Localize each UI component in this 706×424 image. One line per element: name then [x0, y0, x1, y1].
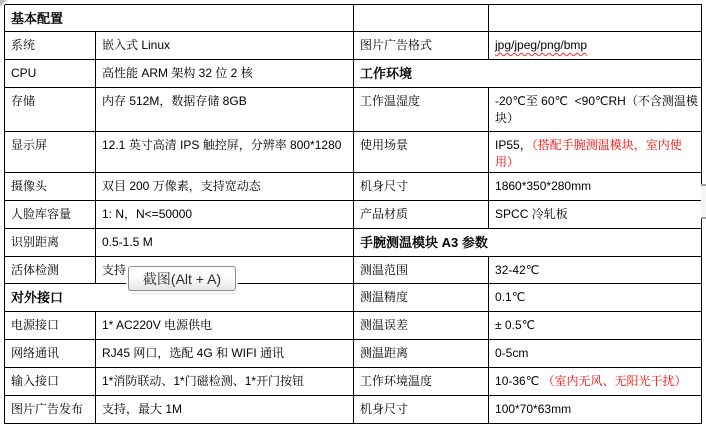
spec-value-cell	[489, 132, 702, 173]
spec-label-cell: CPU	[5, 60, 96, 88]
spec-label-cell: 输入接口	[5, 368, 96, 396]
table-row	[5, 88, 702, 132]
table-row	[5, 132, 702, 173]
spec-value-cell: 支持	[96, 257, 354, 284]
spec-label-cell: 识别距离	[5, 229, 96, 257]
spec-label-cell: 电源接口	[5, 312, 96, 340]
spec-value-cell: 1*消防联动、1*门磁检测、1*开门按钮	[96, 368, 354, 396]
table-row	[5, 201, 702, 229]
table-row	[5, 229, 702, 257]
table-row	[5, 32, 702, 60]
spec-value-cell: 1: N，N<=50000	[96, 201, 354, 229]
screenshot-tooltip-button[interactable]	[128, 266, 236, 291]
spec-label-cell: 测温距离	[354, 340, 489, 368]
spec-value-part: IP55，	[495, 138, 532, 152]
spec-value-cell: 1* AC220V 电源供电	[96, 312, 354, 340]
spec-value-cell: 1860*350*280mm	[489, 173, 702, 201]
section-header-cell: 工作环境	[354, 60, 702, 88]
spec-value-cell: 支持，最大 1M	[96, 396, 354, 424]
spec-value-cell: 高性能 ARM 架构 32 位 2 核	[96, 60, 354, 88]
spec-value-cell: 12.1 英寸高清 IPS 触控屏，分辨率 800*1280	[96, 132, 354, 173]
corner-artifact	[0, 0, 9, 9]
spec-label-cell: 图片广告格式	[354, 32, 489, 60]
scrollbar-fragment[interactable]	[701, 184, 706, 219]
spec-label-cell: 机身尺寸	[354, 396, 489, 424]
spec-value-part: （搭配手腕测温模块，室内使用）	[495, 138, 682, 169]
screenshot-tooltip-label: 截图(Alt + A)	[142, 270, 222, 287]
spec-value-cell: ± 0.5℃	[489, 312, 702, 340]
table-row	[5, 284, 702, 312]
spec-label-cell: 产品材质	[354, 201, 489, 229]
spec-label-cell: 活体检测	[5, 257, 96, 284]
spec-label-cell: 工作环境温度	[354, 368, 489, 396]
spec-value-cell: jpg/jpeg/png/bmp	[489, 32, 702, 60]
spec-label-cell: 测温误差	[354, 312, 489, 340]
section-header-cell: 手腕测温模块 A3 参数	[354, 229, 702, 257]
spec-label-cell: 机身尺寸	[354, 173, 489, 201]
spec-value-part: 10-36℃	[495, 374, 543, 388]
spec-label-cell: 测温范围	[354, 257, 489, 284]
spec-value-cell: 0-5cm	[489, 340, 702, 368]
spec-value-part: （室内无风、无阳光干扰）	[542, 374, 687, 388]
spec-value-cell: -20℃至 60℃ <90℃RH（不含测温模块）	[489, 88, 702, 132]
spec-value-cell: SPCC 冷轧板	[489, 201, 702, 229]
spec-value-cell: 0.5-1.5 M	[96, 229, 354, 257]
spec-value-cell: 内存 512M，数据存储 8GB	[96, 88, 354, 132]
empty-cell	[354, 5, 489, 32]
table-row	[5, 5, 702, 32]
spec-label-cell: 存储	[5, 88, 96, 132]
spec-label-cell: 工作温湿度	[354, 88, 489, 132]
spec-value-cell: 0.1℃	[489, 284, 702, 312]
table-row	[5, 368, 702, 396]
spec-table	[4, 4, 702, 424]
spec-label-cell: 使用场景	[354, 132, 489, 173]
spec-label-cell: 系统	[5, 32, 96, 60]
section-header-cell: 对外接口	[5, 284, 354, 312]
spec-label-cell: 显示屏	[5, 132, 96, 173]
spec-label-cell: 图片广告发布	[5, 396, 96, 424]
spec-label-cell: 人脸库容量	[5, 201, 96, 229]
table-row	[5, 340, 702, 368]
spec-label-cell: 网络通讯	[5, 340, 96, 368]
spec-value-cell: 双目 200 万像素，支持宽动态	[96, 173, 354, 201]
spec-table-body	[5, 5, 702, 424]
section-header-cell: 基本配置	[5, 5, 354, 32]
table-row	[5, 396, 702, 424]
table-row	[5, 257, 702, 284]
table-row	[5, 173, 702, 201]
spec-value-cell: 嵌入式 Linux	[96, 32, 354, 60]
empty-cell	[489, 5, 702, 32]
spec-label-cell: 摄像头	[5, 173, 96, 201]
spec-sheet	[4, 4, 702, 424]
spec-value-cell	[489, 368, 702, 396]
table-row	[5, 60, 702, 88]
spec-label-cell: 测温精度	[354, 284, 489, 312]
spec-value-cell: 32-42℃	[489, 257, 702, 284]
table-row	[5, 312, 702, 340]
spec-value-cell: 100*70*63mm	[489, 396, 702, 424]
spec-value-cell: RJ45 网口，选配 4G 和 WIFI 通讯	[96, 340, 354, 368]
